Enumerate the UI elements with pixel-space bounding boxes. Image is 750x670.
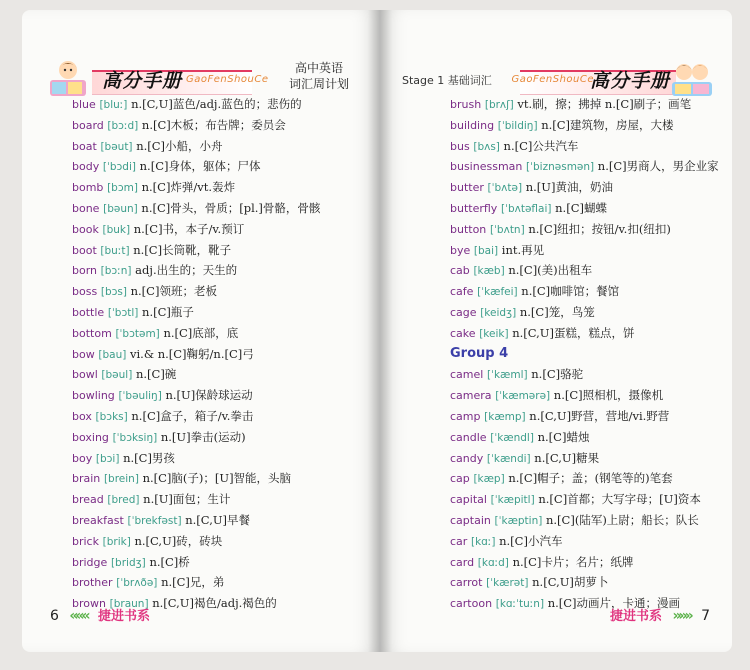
definition: n.[C]公共汽车 — [503, 138, 579, 153]
headword: bottle — [72, 305, 105, 319]
publisher-label: 捷进书系 — [610, 609, 663, 624]
definition: n.[C]领班；老板 — [130, 284, 217, 299]
headword: carrot — [450, 576, 483, 590]
phonetic: [kæp] — [473, 473, 505, 486]
definition: n.[C]照相机，摄像机 — [553, 388, 664, 403]
definition: n.[C]脑(子)；[U]智能，头脑 — [142, 471, 292, 486]
definition: n.[C]蜡烛 — [537, 429, 590, 444]
headword: businessman — [450, 160, 523, 174]
definition: n.[C]炸弹/vt.轰炸 — [141, 180, 236, 195]
headword: cap — [450, 472, 470, 486]
definition: n.[C]木板；布告牌；委员会 — [141, 117, 286, 132]
definition: n.[C]桥 — [149, 554, 190, 569]
vocab-entry — [450, 489, 732, 510]
headword: boot — [72, 243, 97, 257]
headword: camp — [450, 409, 481, 423]
definition: n.[C,U]褐色/adj.褐色的 — [152, 596, 277, 611]
definition: n.[C]瓶子 — [142, 304, 194, 319]
vocab-entry — [72, 531, 372, 552]
vocab-entry — [72, 94, 372, 115]
vocab-entry — [450, 385, 732, 406]
vocab-entry — [72, 219, 372, 240]
vocab-entry — [450, 531, 732, 552]
definition: n.[C]底部，底 — [163, 325, 239, 340]
phonetic: [bridʒ] — [110, 556, 146, 569]
vocab-entry — [450, 156, 732, 177]
headword: cake — [450, 326, 476, 340]
vocab-entry — [72, 572, 372, 593]
definition: n.[U]黄油，奶油 — [525, 180, 613, 195]
right-page-header — [402, 60, 714, 98]
phonetic: [ˈbʌtn] — [489, 223, 525, 236]
vocab-entry — [72, 510, 372, 531]
definition: n.[C]骆驼 — [531, 367, 584, 382]
vocab-entry — [450, 177, 732, 198]
vocab-entry — [72, 136, 372, 157]
phonetic: [kæmp] — [484, 410, 526, 423]
definition: n.[U]拳击(运动) — [160, 429, 246, 444]
definition: n.[C]男孩 — [123, 450, 175, 465]
headword: camel — [450, 368, 484, 382]
phonetic: [bəut] — [100, 140, 133, 153]
left-vocabulary-list — [72, 94, 372, 614]
vocab-entry — [450, 302, 732, 323]
headword: candle — [450, 430, 487, 444]
definition: n.[C]骨头，骨质；[pl.]骨骼，骨骸 — [141, 200, 321, 215]
headword: bottom — [72, 326, 112, 340]
phonetic: [kæb] — [473, 265, 505, 278]
phonetic: [buːt] — [100, 244, 130, 257]
vocab-entry — [72, 177, 372, 198]
definition: n.[C]笼，鸟笼 — [519, 304, 595, 319]
vocab-entry — [72, 156, 372, 177]
group-heading: Group 4 — [450, 345, 509, 361]
definition: n.[C]身体，躯体；尸体 — [139, 159, 261, 174]
definition: vi.& n.[C]鞠躬/n.[C]弓 — [129, 346, 254, 361]
definition: n.[C,U]早餐 — [185, 512, 251, 527]
vocab-entry — [450, 240, 732, 261]
headword: bomb — [72, 181, 104, 195]
vocab-entry — [72, 240, 372, 261]
phonetic: [ˈbəuliŋ] — [118, 390, 162, 403]
right-vocabulary-list — [450, 94, 732, 614]
phonetic: [brein] — [103, 473, 139, 486]
definition: n.[C,U]糖果 — [534, 450, 600, 465]
phonetic: [ˈkæml] — [486, 369, 528, 382]
header-title-line1: 高中英语 — [294, 61, 343, 75]
phonetic: [brik] — [102, 535, 131, 548]
left-page — [22, 10, 380, 652]
vocab-entry — [72, 323, 372, 344]
headword: button — [450, 222, 487, 236]
vocab-entry — [450, 94, 732, 115]
phonetic: [ˈkændi] — [486, 452, 531, 465]
phonetic: [bɔks] — [95, 410, 128, 423]
vocab-entry — [72, 364, 372, 385]
vocab-entry — [450, 198, 732, 219]
headword: card — [450, 555, 475, 569]
definition: vt.刷，擦；拂掉 n.[C]刷子；画笔 — [517, 97, 692, 111]
definition: n.[C]卡片；名片；纸牌 — [512, 554, 634, 569]
phonetic: [ˈbʌtəflai] — [500, 202, 552, 215]
headword: cartoon — [450, 597, 493, 611]
headword: bowl — [72, 368, 98, 382]
phonetic: [ˈbildiŋ] — [497, 119, 538, 132]
headword: capital — [450, 493, 487, 507]
headword: breakfast — [72, 513, 124, 527]
vocab-entry — [450, 572, 732, 593]
definition: n.[U]面包；生计 — [143, 492, 231, 507]
headword: camera — [450, 389, 492, 403]
headword: bread — [72, 493, 104, 507]
brand-subtitle: GaoFenShouCe — [511, 74, 594, 85]
phonetic: [ˈkæfei] — [477, 286, 518, 299]
vocab-entry — [450, 260, 732, 281]
phonetic: [bred] — [107, 494, 140, 507]
headword: boxing — [72, 430, 109, 444]
page-number: 6 — [50, 608, 59, 624]
definition: n.[C](陆军)上尉；船长；队长 — [546, 512, 699, 527]
phonetic: [bɔm] — [107, 182, 138, 195]
vocab-entry — [450, 136, 732, 157]
vocab-entry — [72, 115, 372, 136]
phonetic: [brʌʃ] — [484, 99, 514, 111]
phonetic: [ˈbrʌðə] — [116, 577, 158, 590]
headword: bus — [450, 139, 470, 153]
vocab-entry — [72, 489, 372, 510]
phonetic: [bɔs] — [100, 286, 127, 299]
vocab-entry — [450, 219, 732, 240]
entries-after-group — [450, 364, 732, 614]
header-series-title — [276, 60, 362, 92]
headword: candy — [450, 451, 484, 465]
definition: n.[C]纽扣；按钮/v.扣(纽扣) — [528, 221, 671, 236]
phonetic: [ˈbʌtə] — [487, 182, 523, 195]
phonetic: [ˈkændl] — [490, 431, 534, 444]
publisher-label: 捷进书系 — [97, 609, 150, 624]
vocab-entry — [450, 552, 732, 573]
vocab-entry — [72, 385, 372, 406]
definition: n.[C,U]胡萝卜 — [532, 575, 609, 590]
vocab-entry — [450, 281, 732, 302]
phonetic: [bəun] — [103, 202, 138, 215]
definition: n.[C,U]蓝色/adj.蓝色的；悲伤的 — [131, 97, 302, 111]
headword: brain — [72, 472, 101, 486]
vocab-entry — [72, 427, 372, 448]
headword: cage — [450, 305, 477, 319]
vocab-entry — [72, 406, 372, 427]
phonetic: [bəul] — [101, 369, 133, 382]
headword: book — [72, 222, 99, 236]
headword: boy — [72, 451, 93, 465]
phonetic: [kɑː] — [470, 535, 496, 548]
definition: n.[U]保龄球运动 — [165, 388, 253, 403]
left-page-header — [46, 60, 362, 98]
phonetic: [bluː] — [99, 99, 128, 111]
definition: n.[C]首都；大写字母；[U]资本 — [538, 492, 701, 507]
definition: n.[C](美)出租车 — [508, 263, 593, 278]
definition: n.[C,U]蛋糕，糕点，饼 — [512, 325, 635, 340]
chevron-left-icon: ««« — [69, 608, 88, 624]
definition: n.[C]帽子；盖；(钢笔等的)笔套 — [508, 471, 673, 486]
vocab-entry — [72, 260, 372, 281]
phonetic: [ˈbɔtəm] — [115, 327, 160, 340]
phonetic: [buk] — [102, 223, 131, 236]
definition: n.[C]咖啡馆；餐馆 — [521, 284, 620, 299]
headword: building — [450, 118, 495, 132]
brand-subtitle: GaoFenShouCe — [186, 74, 269, 85]
phonetic: [kɑːd] — [477, 556, 509, 569]
headword: butter — [450, 181, 484, 195]
headword: boss — [72, 285, 98, 299]
vocab-entry — [72, 198, 372, 219]
vocab-entry — [72, 281, 372, 302]
phonetic: [bʌs] — [473, 140, 500, 153]
definition: int.再见 — [501, 242, 545, 257]
vocab-entry — [72, 448, 372, 469]
phonetic: [ˈkæpitl] — [490, 494, 535, 507]
phonetic: [braun] — [109, 598, 149, 611]
right-page-footer — [610, 605, 710, 624]
definition: n.[C]小船，小舟 — [136, 138, 223, 153]
phonetic: [bɔːn] — [100, 265, 132, 278]
stage-label: Stage 1 基础词汇 — [402, 74, 492, 87]
right-page — [380, 10, 732, 652]
definition: n.[C]建筑物，房屋，大楼 — [541, 117, 674, 132]
phonetic: [ˈbiznəsmən] — [526, 161, 595, 174]
phonetic: [ˈkæmərə] — [495, 390, 551, 403]
definition: n.[C]长筒靴，靴子 — [133, 242, 232, 257]
vocab-entry — [72, 344, 372, 365]
headword: brick — [72, 534, 99, 548]
definition: n.[C]蝴蝶 — [555, 200, 607, 215]
phonetic: [ˈbɔksiŋ] — [112, 431, 158, 444]
chevron-right-icon: »»» — [672, 608, 691, 624]
phonetic: [keik] — [479, 327, 509, 340]
headword: brush — [450, 98, 482, 111]
definition: n.[C]碗 — [135, 367, 177, 382]
headword: butterfly — [450, 201, 498, 215]
brand-title: 高分手册 — [589, 70, 670, 92]
vocab-entry — [72, 468, 372, 489]
definition: n.[C]小汽车 — [499, 533, 563, 548]
headword: bow — [72, 347, 95, 361]
vocab-entry — [450, 323, 732, 344]
page-number: 7 — [701, 608, 710, 624]
headword: brother — [72, 576, 113, 590]
headword: cab — [450, 264, 470, 278]
phonetic: [bai] — [473, 244, 499, 257]
definition: n.[C]男商人，男企业家 — [597, 159, 719, 174]
phonetic: [bau] — [98, 348, 127, 361]
phonetic: [ˈbrekfəst] — [127, 514, 182, 527]
phonetic: [bɔːd] — [107, 119, 139, 132]
definition: n.[C]书，本子/v.预订 — [133, 221, 245, 236]
headword: captain — [450, 513, 491, 527]
vocab-entry — [450, 364, 732, 385]
definition: n.[C]盒子，箱子/v.拳击 — [131, 408, 254, 423]
phonetic: [bɔi] — [95, 452, 120, 465]
headword: bone — [72, 201, 100, 215]
headword: car — [450, 534, 468, 548]
book-binding — [368, 10, 392, 652]
definition: n.[C]动画片，卡通；漫画 — [547, 596, 681, 611]
phonetic: [ˈbɔtl] — [107, 306, 139, 319]
definition: adj.出生的；天生的 — [135, 263, 238, 278]
phonetic: [kɑːˈtuːn] — [495, 598, 545, 611]
vocab-entry — [450, 448, 732, 469]
headword: brown — [72, 597, 106, 611]
headword: body — [72, 160, 100, 174]
phonetic: [ˈkærət] — [486, 577, 529, 590]
definition: n.[C,U]野营，营地/vi.野营 — [529, 408, 670, 423]
headword: blue — [72, 98, 96, 111]
vocab-entry — [450, 115, 732, 136]
vocab-entry — [450, 427, 732, 448]
definition: n.[C]兄，弟 — [161, 575, 225, 590]
headword: board — [72, 118, 104, 132]
headword: born — [72, 264, 98, 278]
vocab-entry — [450, 510, 732, 531]
entries-before-group — [450, 94, 732, 344]
brand-title: 高分手册 — [102, 70, 183, 92]
definition: n.[C,U]砖，砖块 — [134, 533, 223, 548]
headword: boat — [72, 139, 97, 153]
header-title-line2: 词汇周计划 — [288, 77, 349, 91]
vocab-entry — [450, 468, 732, 489]
headword: bowling — [72, 389, 115, 403]
left-page-footer — [50, 605, 150, 624]
headword: bridge — [72, 555, 108, 569]
phonetic: [keidʒ] — [480, 306, 517, 319]
phonetic: [ˈkæptin] — [494, 514, 543, 527]
phonetic: [ˈbɔdi] — [102, 161, 136, 174]
vocab-entry — [450, 406, 732, 427]
vocab-entry — [72, 552, 372, 573]
headword: bye — [450, 243, 471, 257]
vocab-entry — [72, 302, 372, 323]
headword: cafe — [450, 285, 474, 299]
headword: box — [72, 409, 92, 423]
